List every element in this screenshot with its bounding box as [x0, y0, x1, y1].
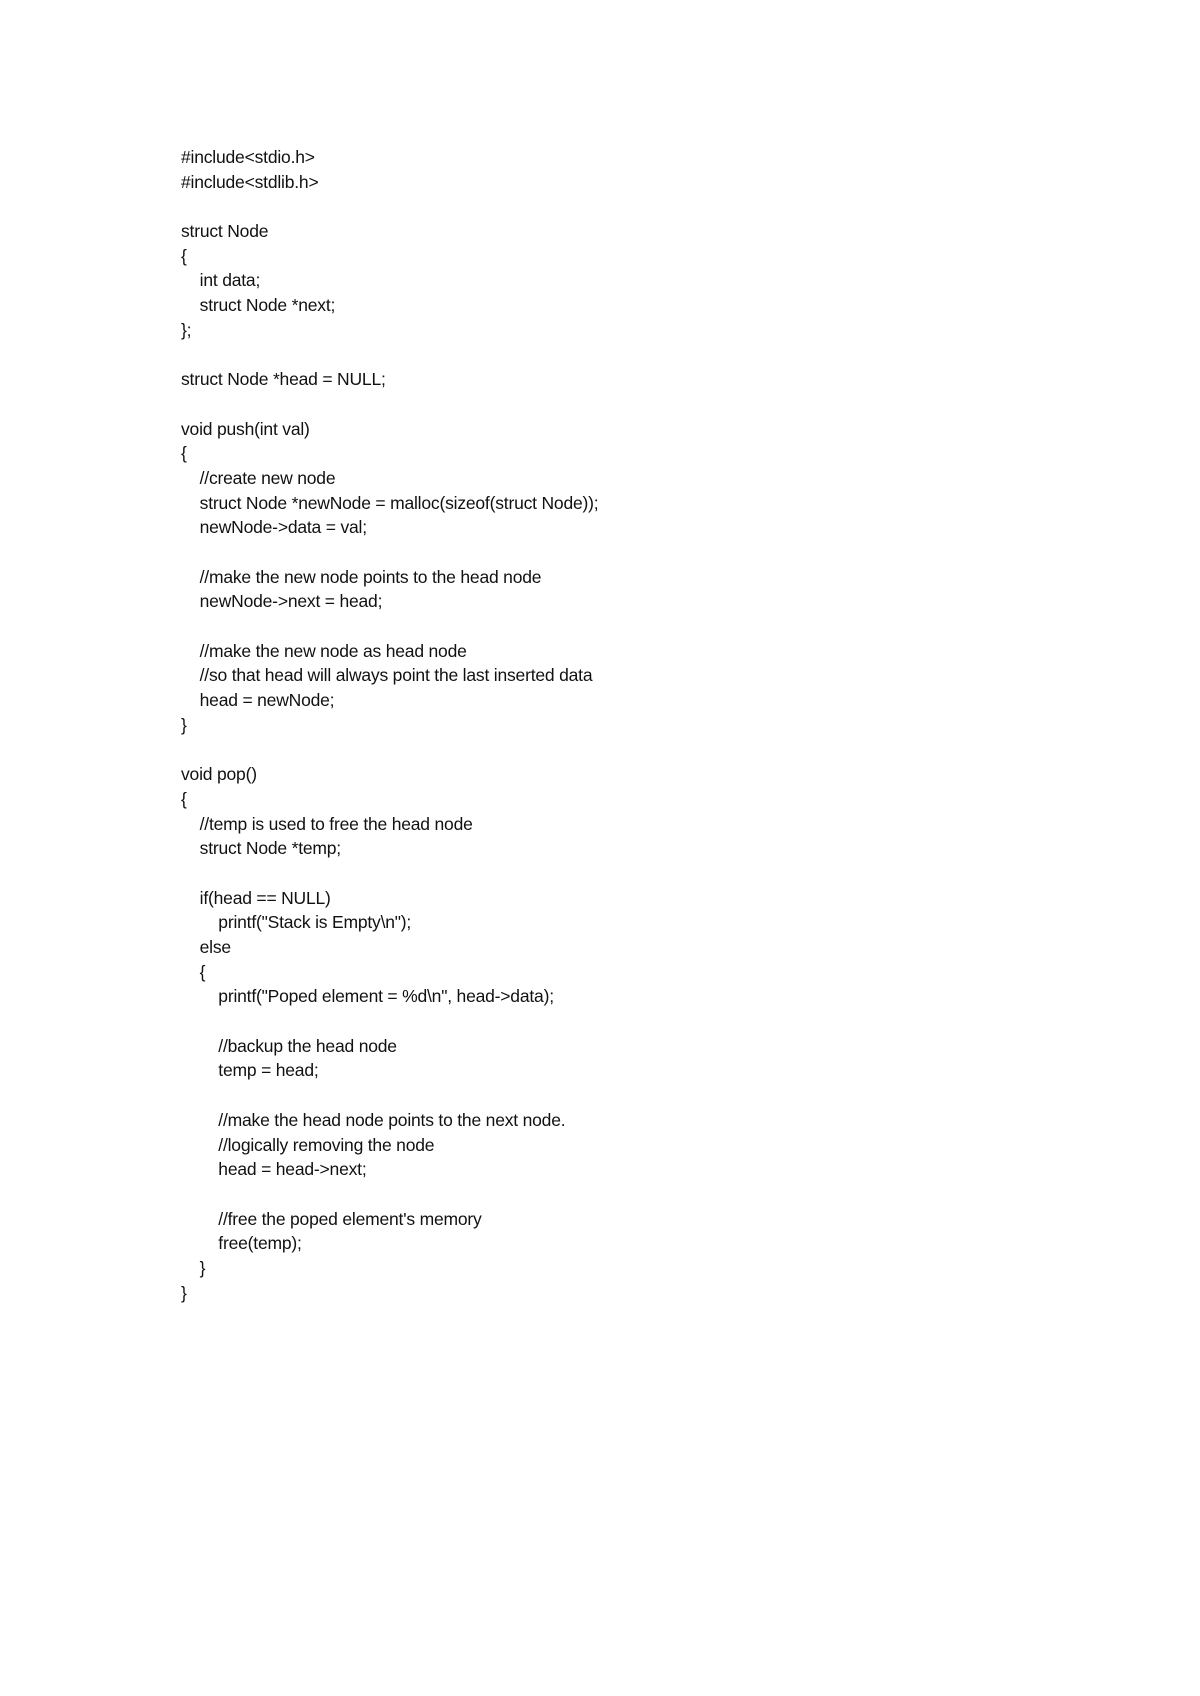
code-line: {	[181, 788, 187, 809]
code-line: };	[181, 319, 192, 340]
code-line: }	[181, 714, 187, 735]
code-line: //logically removing the node	[181, 1134, 435, 1155]
code-line	[181, 614, 1081, 639]
code-line: void push(int val)	[181, 418, 310, 439]
code-listing	[181, 145, 1081, 1305]
code-line: }	[181, 1282, 187, 1303]
code-line: head = head->next;	[181, 1159, 367, 1180]
code-line: int data;	[181, 270, 261, 291]
code-line: {	[181, 961, 206, 982]
code-line: {	[181, 443, 187, 464]
code-line: head = newNode;	[181, 690, 335, 711]
code-line: //make the new node points to the head node	[181, 566, 542, 587]
code-line: if(head == NULL)	[181, 887, 331, 908]
code-line: //make the new node as head node	[181, 640, 467, 661]
code-line: //backup the head node	[181, 1035, 397, 1056]
code-line	[181, 392, 1081, 417]
code-line: struct Node *head = NULL;	[181, 369, 386, 390]
code-line	[181, 1182, 1081, 1207]
code-line: struct Node *newNode = malloc(sizeof(struct Node));	[181, 492, 599, 513]
code-line: printf("Stack is Empty\n");	[181, 912, 412, 933]
code-line: temp = head;	[181, 1060, 319, 1081]
code-line: struct Node *temp;	[181, 838, 341, 859]
code-line: {	[181, 245, 187, 266]
code-line	[181, 540, 1081, 565]
code-line	[181, 738, 1081, 763]
code-line: //so that head will always point the last inserted data	[181, 665, 593, 686]
code-line: //create new node	[181, 467, 336, 488]
code-line: printf("Poped element = %d\n", head->data);	[181, 986, 554, 1007]
code-line: //free the poped element's memory	[181, 1208, 482, 1229]
code-line: //temp is used to free the head node	[181, 813, 473, 834]
code-line: else	[181, 937, 231, 957]
code-line: //make the head node points to the next node.	[181, 1109, 566, 1130]
code-line	[181, 861, 1081, 886]
code-line: #include<stdio.h>	[181, 147, 315, 167]
code-line	[181, 343, 1081, 368]
code-line	[181, 1083, 1081, 1108]
code-line	[181, 1009, 1081, 1034]
code-line: struct Node *next;	[181, 295, 336, 316]
code-line: newNode->next = head;	[181, 591, 383, 612]
code-line: free(temp);	[181, 1233, 302, 1254]
code-line: void pop()	[181, 764, 257, 785]
code-line: struct Node	[181, 221, 269, 242]
code-line: #include<stdlib.h>	[181, 171, 319, 192]
code-line: }	[181, 1257, 206, 1278]
code-line	[181, 194, 1081, 219]
code-line: newNode->data = val;	[181, 517, 367, 538]
